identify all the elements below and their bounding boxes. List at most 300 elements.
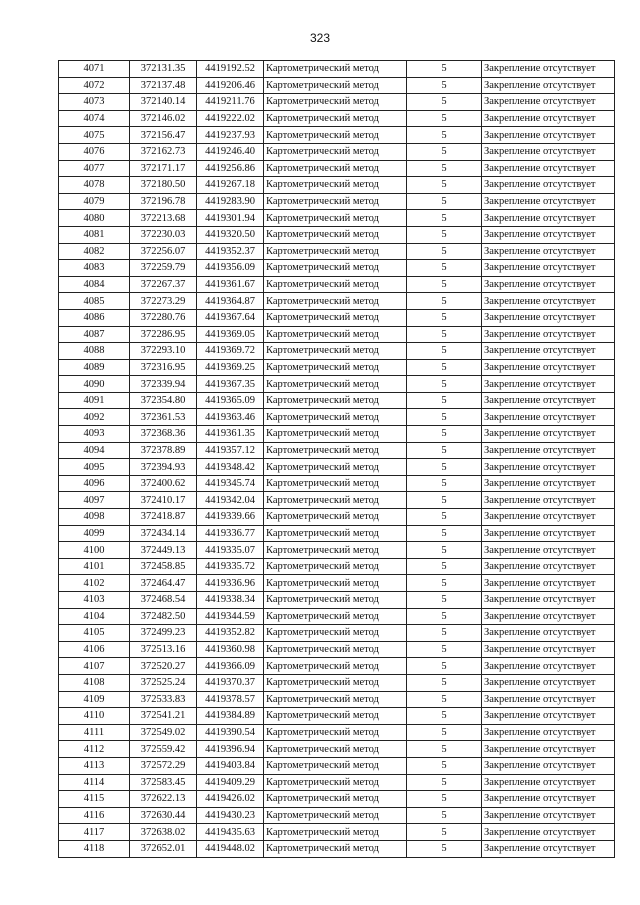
cell-coord-x: 372171.17 xyxy=(130,160,197,177)
cell-coord-x: 372293.10 xyxy=(130,343,197,360)
cell-accuracy: 5 xyxy=(407,807,482,824)
cell-accuracy: 5 xyxy=(407,343,482,360)
cell-method: Картометрический метод xyxy=(264,575,407,592)
cell-accuracy: 5 xyxy=(407,177,482,194)
cell-accuracy: 5 xyxy=(407,442,482,459)
cell-coord-y: 4419352.82 xyxy=(197,625,264,642)
cell-fixing: Закрепление отсутствует xyxy=(482,143,615,160)
cell-fixing: Закрепление отсутствует xyxy=(482,426,615,443)
table-row xyxy=(59,210,615,227)
table-row xyxy=(59,77,615,94)
cell-coord-y: 4419267.18 xyxy=(197,177,264,194)
cell-coord-x: 372549.02 xyxy=(130,724,197,741)
cell-point-number: 4114 xyxy=(59,774,130,791)
cell-point-number: 4075 xyxy=(59,127,130,144)
table-row xyxy=(59,127,615,144)
cell-fixing: Закрепление отсутствует xyxy=(482,293,615,310)
table-row xyxy=(59,674,615,691)
cell-fixing: Закрепление отсутствует xyxy=(482,791,615,808)
cell-coord-y: 4419378.57 xyxy=(197,691,264,708)
cell-coord-x: 372213.68 xyxy=(130,210,197,227)
cell-accuracy: 5 xyxy=(407,608,482,625)
cell-accuracy: 5 xyxy=(407,641,482,658)
cell-fixing: Закрепление отсутствует xyxy=(482,243,615,260)
cell-method: Картометрический метод xyxy=(264,708,407,725)
cell-accuracy: 5 xyxy=(407,741,482,758)
cell-method: Картометрический метод xyxy=(264,658,407,675)
cell-coord-y: 4419403.84 xyxy=(197,757,264,774)
cell-coord-x: 372458.85 xyxy=(130,558,197,575)
cell-coord-x: 372354.80 xyxy=(130,392,197,409)
cell-point-number: 4090 xyxy=(59,376,130,393)
cell-accuracy: 5 xyxy=(407,77,482,94)
cell-accuracy: 5 xyxy=(407,309,482,326)
table-row xyxy=(59,525,615,542)
cell-coord-x: 372520.27 xyxy=(130,658,197,675)
cell-fixing: Закрепление отсутствует xyxy=(482,177,615,194)
cell-point-number: 4113 xyxy=(59,757,130,774)
cell-accuracy: 5 xyxy=(407,243,482,260)
cell-point-number: 4083 xyxy=(59,260,130,277)
cell-coord-y: 4419361.35 xyxy=(197,426,264,443)
cell-coord-x: 372525.24 xyxy=(130,674,197,691)
cell-point-number: 4098 xyxy=(59,509,130,526)
cell-point-number: 4093 xyxy=(59,426,130,443)
cell-coord-y: 4419369.25 xyxy=(197,359,264,376)
cell-method: Картометрический метод xyxy=(264,757,407,774)
cell-coord-y: 4419357.12 xyxy=(197,442,264,459)
table-row xyxy=(59,409,615,426)
cell-method: Картометрический метод xyxy=(264,276,407,293)
cell-method: Картометрический метод xyxy=(264,392,407,409)
cell-fixing: Закрепление отсутствует xyxy=(482,509,615,526)
cell-coord-x: 372368.36 xyxy=(130,426,197,443)
cell-point-number: 4076 xyxy=(59,143,130,160)
table-row xyxy=(59,442,615,459)
table-row xyxy=(59,757,615,774)
cell-point-number: 4095 xyxy=(59,459,130,476)
cell-method: Картометрический метод xyxy=(264,542,407,559)
cell-method: Картометрический метод xyxy=(264,641,407,658)
table-row xyxy=(59,459,615,476)
cell-accuracy: 5 xyxy=(407,210,482,227)
cell-point-number: 4078 xyxy=(59,177,130,194)
cell-coord-x: 372339.94 xyxy=(130,376,197,393)
cell-coord-y: 4419369.05 xyxy=(197,326,264,343)
cell-accuracy: 5 xyxy=(407,824,482,841)
cell-coord-y: 4419338.34 xyxy=(197,592,264,609)
cell-fixing: Закрепление отсутствует xyxy=(482,392,615,409)
cell-fixing: Закрепление отсутствует xyxy=(482,840,615,857)
cell-method: Картометрический метод xyxy=(264,791,407,808)
cell-coord-y: 4419366.09 xyxy=(197,658,264,675)
table-row xyxy=(59,226,615,243)
cell-coord-x: 372259.79 xyxy=(130,260,197,277)
cell-fixing: Закрепление отсутствует xyxy=(482,409,615,426)
table-row xyxy=(59,260,615,277)
cell-coord-x: 372131.35 xyxy=(130,61,197,78)
cell-method: Картометрический метод xyxy=(264,326,407,343)
table-row xyxy=(59,492,615,509)
table-row xyxy=(59,94,615,111)
page-number: 323 xyxy=(309,31,331,45)
cell-accuracy: 5 xyxy=(407,791,482,808)
cell-method: Картометрический метод xyxy=(264,492,407,509)
cell-method: Картометрический метод xyxy=(264,459,407,476)
cell-accuracy: 5 xyxy=(407,492,482,509)
cell-fixing: Закрепление отсутствует xyxy=(482,309,615,326)
cell-coord-x: 372533.83 xyxy=(130,691,197,708)
cell-fixing: Закрепление отсутствует xyxy=(482,608,615,625)
cell-method: Картометрический метод xyxy=(264,293,407,310)
cell-point-number: 4079 xyxy=(59,193,130,210)
table-row xyxy=(59,509,615,526)
cell-coord-x: 372267.37 xyxy=(130,276,197,293)
cell-accuracy: 5 xyxy=(407,61,482,78)
cell-point-number: 4103 xyxy=(59,592,130,609)
cell-method: Картометрический метод xyxy=(264,77,407,94)
cell-accuracy: 5 xyxy=(407,293,482,310)
cell-fixing: Закрепление отсутствует xyxy=(482,757,615,774)
cell-method: Картометрический метод xyxy=(264,625,407,642)
cell-accuracy: 5 xyxy=(407,376,482,393)
cell-coord-y: 4419192.52 xyxy=(197,61,264,78)
cell-point-number: 4073 xyxy=(59,94,130,111)
cell-method: Картометрический метод xyxy=(264,110,407,127)
cell-point-number: 4102 xyxy=(59,575,130,592)
cell-fixing: Закрепление отсутствует xyxy=(482,442,615,459)
cell-accuracy: 5 xyxy=(407,94,482,111)
cell-point-number: 4074 xyxy=(59,110,130,127)
table-row xyxy=(59,309,615,326)
table-row xyxy=(59,608,615,625)
cell-fixing: Закрепление отсутствует xyxy=(482,542,615,559)
cell-coord-y: 4419301.94 xyxy=(197,210,264,227)
cell-coord-x: 372162.73 xyxy=(130,143,197,160)
cell-fixing: Закрепление отсутствует xyxy=(482,193,615,210)
cell-method: Картометрический метод xyxy=(264,343,407,360)
cell-fixing: Закрепление отсутствует xyxy=(482,575,615,592)
cell-point-number: 4081 xyxy=(59,226,130,243)
cell-method: Картометрический метод xyxy=(264,807,407,824)
cell-accuracy: 5 xyxy=(407,658,482,675)
cell-point-number: 4105 xyxy=(59,625,130,642)
table-row xyxy=(59,376,615,393)
cell-coord-x: 372513.16 xyxy=(130,641,197,658)
cell-coord-y: 4419206.46 xyxy=(197,77,264,94)
cell-point-number: 4110 xyxy=(59,708,130,725)
cell-fixing: Закрепление отсутствует xyxy=(482,127,615,144)
cell-method: Картометрический метод xyxy=(264,674,407,691)
cell-point-number: 4087 xyxy=(59,326,130,343)
cell-fixing: Закрепление отсутствует xyxy=(482,708,615,725)
cell-coord-x: 372468.54 xyxy=(130,592,197,609)
cell-fixing: Закрепление отсутствует xyxy=(482,774,615,791)
cell-point-number: 4071 xyxy=(59,61,130,78)
cell-fixing: Закрепление отсутствует xyxy=(482,475,615,492)
cell-fixing: Закрепление отсутствует xyxy=(482,459,615,476)
cell-accuracy: 5 xyxy=(407,558,482,575)
table-row xyxy=(59,542,615,559)
cell-coord-y: 4419256.86 xyxy=(197,160,264,177)
cell-method: Картометрический метод xyxy=(264,376,407,393)
cell-method: Картометрический метод xyxy=(264,475,407,492)
table-row xyxy=(59,658,615,675)
cell-accuracy: 5 xyxy=(407,575,482,592)
cell-accuracy: 5 xyxy=(407,542,482,559)
cell-coord-y: 4419283.90 xyxy=(197,193,264,210)
cell-accuracy: 5 xyxy=(407,260,482,277)
cell-coord-y: 4419384.89 xyxy=(197,708,264,725)
cell-coord-x: 372652.01 xyxy=(130,840,197,857)
cell-method: Картометрический метод xyxy=(264,226,407,243)
cell-point-number: 4099 xyxy=(59,525,130,542)
cell-coord-y: 4419342.04 xyxy=(197,492,264,509)
cell-accuracy: 5 xyxy=(407,691,482,708)
cell-point-number: 4086 xyxy=(59,309,130,326)
cell-fixing: Закрепление отсутствует xyxy=(482,558,615,575)
table-row xyxy=(59,475,615,492)
table-row xyxy=(59,592,615,609)
cell-accuracy: 5 xyxy=(407,724,482,741)
cell-coord-y: 4419320.50 xyxy=(197,226,264,243)
cell-accuracy: 5 xyxy=(407,143,482,160)
cell-coord-y: 4419435.63 xyxy=(197,824,264,841)
cell-coord-x: 372464.47 xyxy=(130,575,197,592)
cell-coord-y: 4419335.07 xyxy=(197,542,264,559)
cell-point-number: 4117 xyxy=(59,824,130,841)
cell-method: Картометрический метод xyxy=(264,774,407,791)
table-row xyxy=(59,741,615,758)
cell-method: Картометрический метод xyxy=(264,177,407,194)
cell-accuracy: 5 xyxy=(407,708,482,725)
cell-point-number: 4118 xyxy=(59,840,130,857)
cell-coord-y: 4419396.94 xyxy=(197,741,264,758)
cell-method: Картометрический метод xyxy=(264,608,407,625)
cell-point-number: 4082 xyxy=(59,243,130,260)
cell-coord-x: 372140.14 xyxy=(130,94,197,111)
cell-coord-y: 4419365.09 xyxy=(197,392,264,409)
table-row xyxy=(59,293,615,310)
cell-fixing: Закрепление отсутствует xyxy=(482,492,615,509)
table-row xyxy=(59,426,615,443)
cell-coord-y: 4419339.66 xyxy=(197,509,264,526)
cell-method: Картометрический метод xyxy=(264,558,407,575)
cell-method: Картометрический метод xyxy=(264,525,407,542)
coordinates-table xyxy=(58,60,615,858)
cell-point-number: 4112 xyxy=(59,741,130,758)
cell-coord-x: 372400.62 xyxy=(130,475,197,492)
cell-point-number: 4106 xyxy=(59,641,130,658)
cell-coord-y: 4419430.23 xyxy=(197,807,264,824)
cell-point-number: 4116 xyxy=(59,807,130,824)
cell-coord-x: 372572.29 xyxy=(130,757,197,774)
cell-coord-x: 372316.95 xyxy=(130,359,197,376)
cell-point-number: 4091 xyxy=(59,392,130,409)
cell-coord-x: 372361.53 xyxy=(130,409,197,426)
cell-fixing: Закрепление отсутствует xyxy=(482,625,615,642)
cell-point-number: 4077 xyxy=(59,160,130,177)
table-row xyxy=(59,143,615,160)
cell-coord-x: 372230.03 xyxy=(130,226,197,243)
cell-point-number: 4084 xyxy=(59,276,130,293)
cell-coord-y: 4419448.02 xyxy=(197,840,264,857)
table-row xyxy=(59,724,615,741)
cell-point-number: 4072 xyxy=(59,77,130,94)
cell-coord-y: 4419237.93 xyxy=(197,127,264,144)
table-row xyxy=(59,326,615,343)
cell-fixing: Закрепление отсутствует xyxy=(482,376,615,393)
table-row xyxy=(59,791,615,808)
cell-coord-x: 372146.02 xyxy=(130,110,197,127)
cell-coord-y: 4419356.09 xyxy=(197,260,264,277)
table-row xyxy=(59,840,615,857)
cell-point-number: 4115 xyxy=(59,791,130,808)
cell-coord-x: 372559.42 xyxy=(130,741,197,758)
cell-coord-y: 4419352.37 xyxy=(197,243,264,260)
table-row xyxy=(59,193,615,210)
cell-accuracy: 5 xyxy=(407,774,482,791)
table-row xyxy=(59,558,615,575)
cell-fixing: Закрепление отсутствует xyxy=(482,807,615,824)
table-row xyxy=(59,110,615,127)
cell-method: Картометрический метод xyxy=(264,260,407,277)
cell-method: Картометрический метод xyxy=(264,741,407,758)
cell-point-number: 4096 xyxy=(59,475,130,492)
cell-accuracy: 5 xyxy=(407,392,482,409)
table-row xyxy=(59,824,615,841)
cell-coord-x: 372273.29 xyxy=(130,293,197,310)
table-row xyxy=(59,160,615,177)
cell-coord-y: 4419369.72 xyxy=(197,343,264,360)
cell-method: Картометрический метод xyxy=(264,94,407,111)
cell-coord-y: 4419370.37 xyxy=(197,674,264,691)
cell-accuracy: 5 xyxy=(407,525,482,542)
cell-method: Картометрический метод xyxy=(264,193,407,210)
cell-coord-x: 372499.23 xyxy=(130,625,197,642)
cell-coord-y: 4419363.46 xyxy=(197,409,264,426)
table-row xyxy=(59,774,615,791)
cell-point-number: 4092 xyxy=(59,409,130,426)
cell-point-number: 4101 xyxy=(59,558,130,575)
cell-method: Картометрический метод xyxy=(264,309,407,326)
cell-point-number: 4089 xyxy=(59,359,130,376)
table-row xyxy=(59,641,615,658)
cell-coord-y: 4419335.72 xyxy=(197,558,264,575)
table-row xyxy=(59,343,615,360)
table-row xyxy=(59,807,615,824)
cell-coord-y: 4419348.42 xyxy=(197,459,264,476)
cell-accuracy: 5 xyxy=(407,459,482,476)
cell-coord-y: 4419336.96 xyxy=(197,575,264,592)
coordinates-table-body xyxy=(59,61,615,858)
cell-fixing: Закрепление отсутствует xyxy=(482,691,615,708)
cell-coord-x: 372541.21 xyxy=(130,708,197,725)
cell-accuracy: 5 xyxy=(407,193,482,210)
cell-coord-x: 372394.93 xyxy=(130,459,197,476)
cell-point-number: 4085 xyxy=(59,293,130,310)
cell-coord-x: 372156.47 xyxy=(130,127,197,144)
cell-point-number: 4111 xyxy=(59,724,130,741)
cell-accuracy: 5 xyxy=(407,592,482,609)
cell-accuracy: 5 xyxy=(407,509,482,526)
cell-method: Картометрический метод xyxy=(264,509,407,526)
cell-coord-y: 4419367.35 xyxy=(197,376,264,393)
cell-fixing: Закрепление отсутствует xyxy=(482,110,615,127)
cell-method: Картометрический метод xyxy=(264,442,407,459)
cell-accuracy: 5 xyxy=(407,127,482,144)
cell-fixing: Закрепление отсутствует xyxy=(482,674,615,691)
cell-fixing: Закрепление отсутствует xyxy=(482,824,615,841)
cell-fixing: Закрепление отсутствует xyxy=(482,359,615,376)
table-row xyxy=(59,276,615,293)
cell-fixing: Закрепление отсутствует xyxy=(482,724,615,741)
cell-coord-y: 4419336.77 xyxy=(197,525,264,542)
cell-fixing: Закрепление отсутствует xyxy=(482,160,615,177)
cell-fixing: Закрепление отсутствует xyxy=(482,260,615,277)
cell-fixing: Закрепление отсутствует xyxy=(482,741,615,758)
cell-accuracy: 5 xyxy=(407,226,482,243)
cell-coord-y: 4419360.98 xyxy=(197,641,264,658)
cell-coord-x: 372482.50 xyxy=(130,608,197,625)
cell-coord-y: 4419409.29 xyxy=(197,774,264,791)
cell-accuracy: 5 xyxy=(407,110,482,127)
table-row xyxy=(59,243,615,260)
cell-coord-y: 4419222.02 xyxy=(197,110,264,127)
cell-coord-x: 372410.17 xyxy=(130,492,197,509)
cell-coord-y: 4419361.67 xyxy=(197,276,264,293)
cell-coord-y: 4419390.54 xyxy=(197,724,264,741)
cell-coord-x: 372630.44 xyxy=(130,807,197,824)
cell-method: Картометрический метод xyxy=(264,160,407,177)
cell-accuracy: 5 xyxy=(407,359,482,376)
table-row xyxy=(59,177,615,194)
table-row xyxy=(59,575,615,592)
cell-accuracy: 5 xyxy=(407,674,482,691)
cell-accuracy: 5 xyxy=(407,840,482,857)
cell-accuracy: 5 xyxy=(407,757,482,774)
table-row xyxy=(59,392,615,409)
cell-coord-x: 372137.48 xyxy=(130,77,197,94)
cell-coord-y: 4419364.87 xyxy=(197,293,264,310)
cell-method: Картометрический метод xyxy=(264,210,407,227)
cell-coord-y: 4419426.02 xyxy=(197,791,264,808)
cell-coord-x: 372622.13 xyxy=(130,791,197,808)
cell-fixing: Закрепление отсутствует xyxy=(482,210,615,227)
cell-coord-x: 372583.45 xyxy=(130,774,197,791)
cell-fixing: Закрепление отсутствует xyxy=(482,641,615,658)
cell-method: Картометрический метод xyxy=(264,127,407,144)
table-row xyxy=(59,691,615,708)
cell-method: Картометрический метод xyxy=(264,61,407,78)
cell-coord-x: 372286.95 xyxy=(130,326,197,343)
cell-method: Картометрический метод xyxy=(264,592,407,609)
cell-fixing: Закрепление отсутствует xyxy=(482,525,615,542)
cell-method: Картометрический метод xyxy=(264,243,407,260)
cell-point-number: 4109 xyxy=(59,691,130,708)
cell-fixing: Закрепление отсутствует xyxy=(482,276,615,293)
cell-fixing: Закрепление отсутствует xyxy=(482,592,615,609)
cell-coord-x: 372196.78 xyxy=(130,193,197,210)
cell-coord-x: 372256.07 xyxy=(130,243,197,260)
cell-method: Картометрический метод xyxy=(264,724,407,741)
table-row xyxy=(59,625,615,642)
cell-coord-y: 4419211.76 xyxy=(197,94,264,111)
cell-coord-x: 372449.13 xyxy=(130,542,197,559)
cell-accuracy: 5 xyxy=(407,625,482,642)
cell-accuracy: 5 xyxy=(407,160,482,177)
cell-point-number: 4094 xyxy=(59,442,130,459)
